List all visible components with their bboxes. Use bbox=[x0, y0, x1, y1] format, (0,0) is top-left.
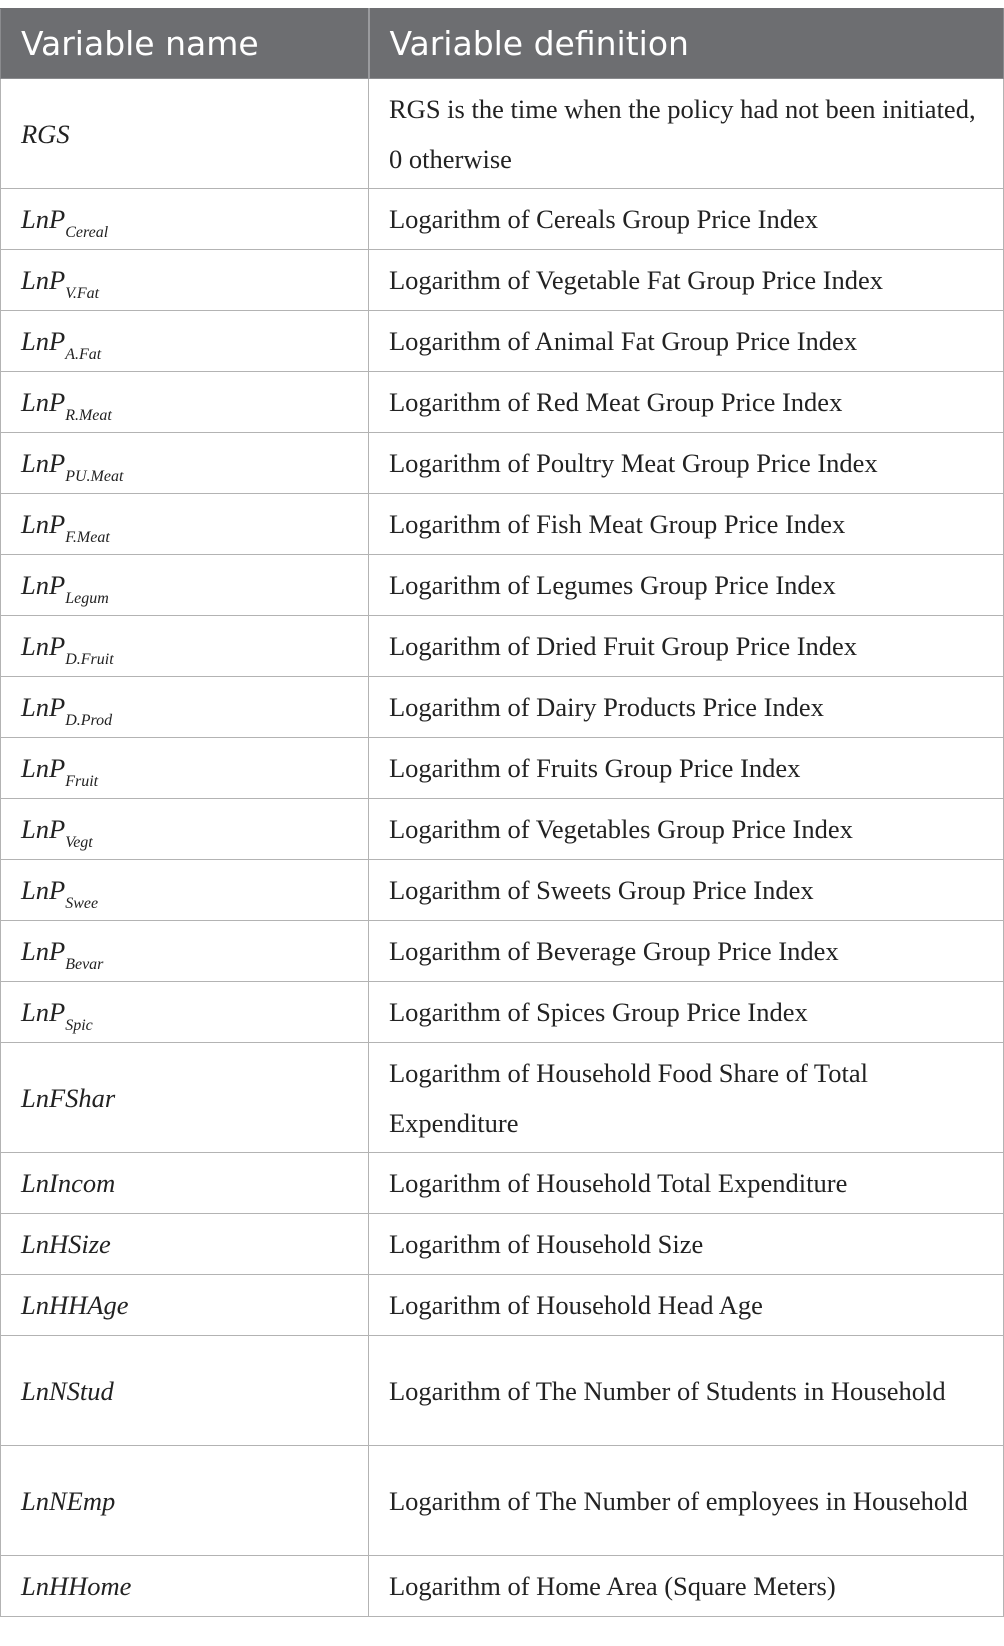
variable-name: LnP bbox=[21, 753, 66, 783]
table-row bbox=[1, 1336, 1004, 1446]
variable-subscript: A.Fat bbox=[65, 346, 102, 363]
variable-name: LnP bbox=[21, 448, 66, 478]
variable-name-cell bbox=[1, 1275, 369, 1336]
variable-name-cell bbox=[1, 1043, 369, 1153]
table-row bbox=[1, 189, 1004, 250]
table-row bbox=[1, 1043, 1004, 1153]
variable-subscript: F.Meat bbox=[65, 529, 110, 546]
variable-name-cell bbox=[1, 372, 369, 433]
table-row bbox=[1, 921, 1004, 982]
table-row bbox=[1, 1446, 1004, 1556]
variable-definition-cell: Logarithm of Vegetable Fat Group Price Index bbox=[369, 250, 1004, 311]
table-row bbox=[1, 677, 1004, 738]
variable-definition-cell: Logarithm of Dried Fruit Group Price Index bbox=[369, 616, 1004, 677]
variable-name-cell bbox=[1, 79, 369, 189]
variable-name-cell bbox=[1, 738, 369, 799]
variable-name: LnP bbox=[21, 814, 66, 844]
header-variable-definition: Variable definition bbox=[369, 9, 1004, 79]
variable-name-cell bbox=[1, 616, 369, 677]
variable-subscript: D.Fruit bbox=[65, 651, 114, 668]
variable-name-cell bbox=[1, 555, 369, 616]
variable-definition-cell: RGS is the time when the policy had not been initiated, 0 otherwise bbox=[369, 79, 1004, 189]
variable-name: LnNStud bbox=[21, 1375, 114, 1406]
table-row bbox=[1, 616, 1004, 677]
variable-name: LnP bbox=[21, 387, 66, 417]
variable-name: LnP bbox=[21, 692, 66, 722]
table-header bbox=[1, 9, 1004, 79]
table-row bbox=[1, 79, 1004, 189]
variable-definition-cell: Logarithm of The Number of Students in Household bbox=[369, 1336, 1004, 1446]
table-row bbox=[1, 494, 1004, 555]
variable-name-cell bbox=[1, 311, 369, 372]
variable-name: LnP bbox=[21, 631, 66, 661]
variable-name-cell bbox=[1, 860, 369, 921]
variable-subscript: R.Meat bbox=[65, 407, 112, 424]
variable-name-cell bbox=[1, 189, 369, 250]
variable-subscript: Spic bbox=[65, 1017, 93, 1034]
variable-name: LnP bbox=[21, 936, 66, 966]
variable-definition-cell: Logarithm of Sweets Group Price Index bbox=[369, 860, 1004, 921]
variable-name: RGS bbox=[21, 118, 70, 149]
variable-name: LnP bbox=[21, 204, 66, 234]
variable-name-cell bbox=[1, 921, 369, 982]
variable-definition-cell: Logarithm of Spices Group Price Index bbox=[369, 982, 1004, 1043]
variable-name-cell bbox=[1, 1556, 369, 1617]
table-row bbox=[1, 311, 1004, 372]
variable-name: LnP bbox=[21, 509, 66, 539]
variable-name: LnFShar bbox=[21, 1082, 116, 1113]
variable-name: LnIncom bbox=[21, 1168, 116, 1198]
variable-name: LnP bbox=[21, 265, 66, 295]
table-body bbox=[1, 79, 1004, 1617]
variable-name-cell bbox=[1, 677, 369, 738]
variable-name: LnHHome bbox=[21, 1571, 132, 1601]
variable-definition-cell: Logarithm of Household Head Age bbox=[369, 1275, 1004, 1336]
variable-definition-cell: Logarithm of Legumes Group Price Index bbox=[369, 555, 1004, 616]
table-row bbox=[1, 1153, 1004, 1214]
variable-name: LnP bbox=[21, 875, 66, 905]
table-row bbox=[1, 1275, 1004, 1336]
table-row bbox=[1, 555, 1004, 616]
variable-name: LnHHAge bbox=[21, 1290, 129, 1320]
variable-name-cell bbox=[1, 1336, 369, 1446]
variable-definition-cell: Logarithm of The Number of employees in Household bbox=[369, 1446, 1004, 1556]
variable-definition-cell: Logarithm of Animal Fat Group Price Index bbox=[369, 311, 1004, 372]
variable-definition-cell: Logarithm of Household Size bbox=[369, 1214, 1004, 1275]
variable-name-cell bbox=[1, 1214, 369, 1275]
variable-name: LnP bbox=[21, 570, 66, 600]
table-row bbox=[1, 738, 1004, 799]
variable-subscript: D.Prod bbox=[65, 712, 113, 729]
variable-subscript: Swee bbox=[65, 895, 99, 912]
variable-name: LnP bbox=[21, 997, 66, 1027]
variable-subscript: V.Fat bbox=[65, 285, 100, 302]
table-row bbox=[1, 799, 1004, 860]
table-row bbox=[1, 250, 1004, 311]
variable-name-cell bbox=[1, 433, 369, 494]
variable-subscript: Cereal bbox=[65, 224, 109, 241]
table-row bbox=[1, 1556, 1004, 1617]
variable-subscript: Legum bbox=[65, 590, 109, 607]
variable-name-cell bbox=[1, 494, 369, 555]
variables-table bbox=[0, 8, 1004, 1617]
variable-name-cell bbox=[1, 982, 369, 1043]
variable-subscript: Fruit bbox=[65, 773, 99, 790]
variable-definition-cell: Logarithm of Beverage Group Price Index bbox=[369, 921, 1004, 982]
variable-name-cell bbox=[1, 250, 369, 311]
table-row bbox=[1, 982, 1004, 1043]
variables-table-container bbox=[0, 8, 1003, 1617]
table-row bbox=[1, 860, 1004, 921]
variable-definition-cell: Logarithm of Fish Meat Group Price Index bbox=[369, 494, 1004, 555]
header-variable-name: Variable name bbox=[1, 9, 369, 79]
variable-name-cell bbox=[1, 1153, 369, 1214]
variable-definition-cell: Logarithm of Vegetables Group Price Index bbox=[369, 799, 1004, 860]
table-row bbox=[1, 1214, 1004, 1275]
variable-definition-cell: Logarithm of Cereals Group Price Index bbox=[369, 189, 1004, 250]
variable-subscript: Vegt bbox=[65, 834, 93, 851]
variable-definition-cell: Logarithm of Poultry Meat Group Price Index bbox=[369, 433, 1004, 494]
header-row bbox=[1, 9, 1004, 79]
variable-subscript: PU.Meat bbox=[65, 468, 124, 485]
table-row bbox=[1, 433, 1004, 494]
variable-definition-cell: Logarithm of Dairy Products Price Index bbox=[369, 677, 1004, 738]
variable-name-cell bbox=[1, 799, 369, 860]
variable-definition-cell: Logarithm of Fruits Group Price Index bbox=[369, 738, 1004, 799]
variable-name-cell bbox=[1, 1446, 369, 1556]
variable-definition-cell: Logarithm of Household Total Expenditure bbox=[369, 1153, 1004, 1214]
table-row bbox=[1, 372, 1004, 433]
variable-name: LnHSize bbox=[21, 1229, 111, 1259]
variable-name: LnP bbox=[21, 326, 66, 356]
variable-definition-cell: Logarithm of Home Area (Square Meters) bbox=[369, 1556, 1004, 1617]
variable-name: LnNEmp bbox=[21, 1485, 116, 1516]
variable-definition-cell: Logarithm of Household Food Share of Total Expenditure bbox=[369, 1043, 1004, 1153]
variable-subscript: Bevar bbox=[65, 956, 104, 973]
variable-definition-cell: Logarithm of Red Meat Group Price Index bbox=[369, 372, 1004, 433]
